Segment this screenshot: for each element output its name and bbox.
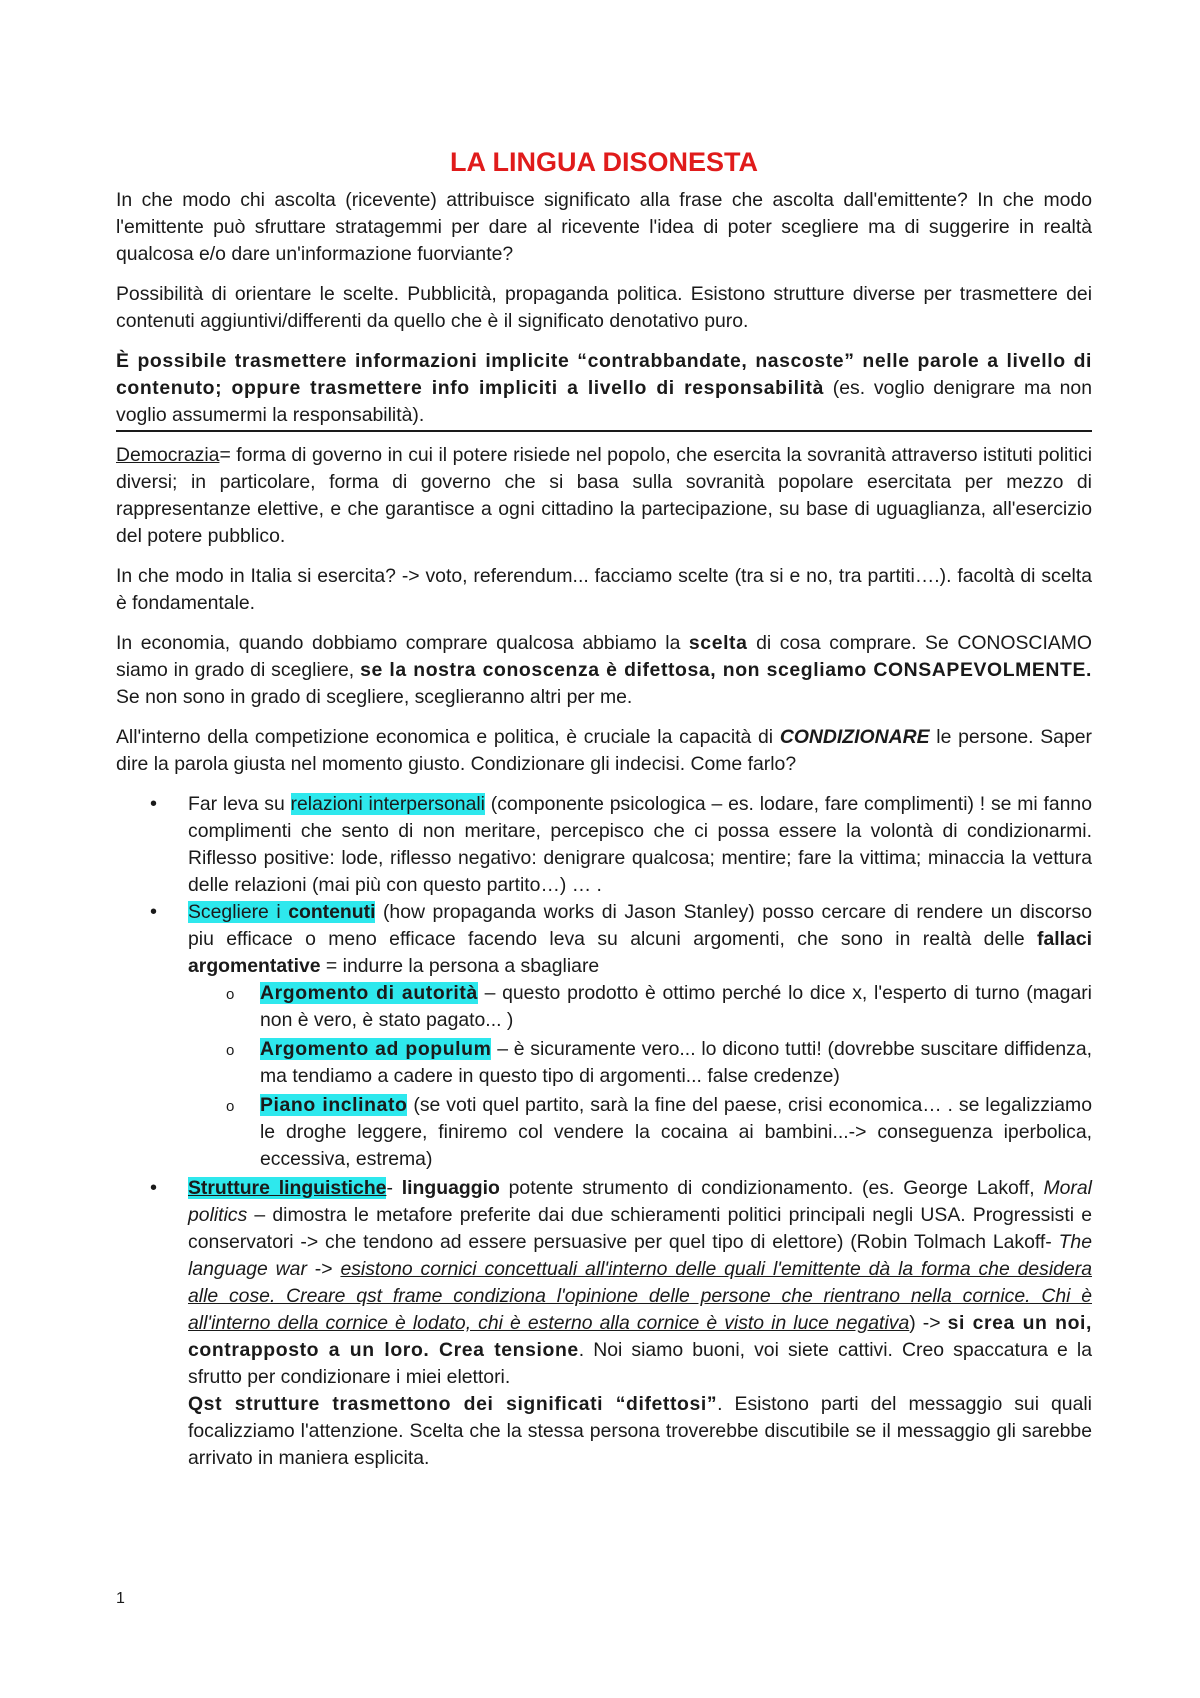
page-number: 1: [116, 1590, 125, 1607]
faulty-meanings-bold: Qst strutture trasmettono dei significati “difettosi”: [188, 1393, 718, 1415]
us-vs-them-bold: si crea un noi, contrapposto a un loro. Crea tensione: [188, 1312, 1093, 1361]
competition-text-a: All'interno della competizione economica e politica, è cruciale la capacità di: [116, 726, 780, 748]
structures-text-e: – dimostra le metafore preferite dai due schieramenti politici principali negli USA. Progressisti e conservatori -> che tendono ad essere persuasive per quel tipo di elettore) (Robin Tolmach Lakoff-: [188, 1204, 1092, 1253]
slope-highlight: Piano inclinato: [260, 1094, 408, 1116]
structures-text-c: potente strumento di condizionamento. (es. George Lakoff,: [499, 1177, 1044, 1199]
moral-politics-title: Moral politics: [188, 1177, 1092, 1226]
structures-text-k: . Noi siamo buoni, voi siete cattivi. Creo spaccatura e la sfrutto per condizionare i miei elettori.: [188, 1339, 1092, 1388]
italy-paragraph: In che modo in Italia si esercita? -> voto, referendum... facciamo scelte (tra si e no, tra partiti….). facoltà di scelta è fondamentale.: [116, 565, 1092, 614]
list-item-contents: [188, 899, 1092, 1173]
economy-text-a: In economia, quando dobbiamo comprare qualcosa abbiamo la: [116, 632, 689, 654]
economy-text-c: di cosa comprare. Se CONOSCIAMO siamo in grado di scegliere,: [116, 632, 1092, 681]
competition-paragraph: [116, 724, 1092, 778]
document-page: [116, 145, 1092, 1472]
authority-highlight: Argomento di autorità: [260, 982, 478, 1004]
populum-highlight: Argomento ad populum: [260, 1038, 492, 1060]
relations-text: (componente psicologica – es. lodare, fare complimenti) ! se mi fanno complimenti che sento di non meritare, percepisco che ci possa essere la volontà di condizionarmi. Riflesso positive: lode, riflesso negativo: denigrare qualcosa; mentire; fare la vittima; minaccia la vettura delle relazioni (mai più con questo partito…) … .: [188, 793, 1093, 896]
relations-highlight: relazioni interpersonali: [290, 793, 485, 815]
democracy-definition: = forma di governo in cui il potere risiede nel popolo, che esercita la sovranità attraverso istituti politici diversi; in particolare, forma di governo che si basa sulla sovranità popolare esercitata per mezzo di rappresentanze elettive, e che garantisce a ogni cittadino la partecipazione, su base di uguaglianza, all'esercizio del potere pubblico.: [116, 444, 1092, 547]
relations-lead: Far leva su: [188, 793, 291, 815]
frames-underlined: esistono cornici concettuali all'interno delle quali l'emittente dà la forma che desidera alle cose. Creare qst frame condiziona l'opinione delle persone che rientrano nella cornice. Chi è all'interno della cornice è lodato, chi è esterno alla cornice è visto in luce negativa: [188, 1258, 1092, 1334]
implicit-info-paragraph: [116, 348, 1092, 432]
fallacies-sublist: [188, 980, 1092, 1173]
strategies-list: [116, 791, 1092, 1472]
language-war-title: The language war: [188, 1231, 1092, 1280]
contents-highlight-b: contenuti: [288, 901, 376, 923]
structures-highlight: Strutture linguistiche: [188, 1177, 387, 1199]
economy-knowledge-bold: se la nostra conoscenza è difettosa, non scegliamo CONSAPEVOLMENTE.: [360, 659, 1092, 681]
democracy-term: Democrazia: [116, 444, 220, 466]
authority-text: – questo prodotto è ottimo perché lo dice x, l'esperto di turno (magari non è vero, è stato pagato... ): [260, 982, 1092, 1031]
contents-highlight-a: Scegliere i: [188, 901, 289, 923]
structures-dash: -: [386, 1177, 402, 1199]
contents-text-c: = indurre la persona a sbagliare: [320, 955, 600, 977]
slope-text: (se voti quel partito, sarà la fine del paese, crisi economica… . se legalizziamo le droghe leggere, finiremo col vendere la cocaina ai bambini...-> conseguenza iperbolica, eccessiva, estrema): [260, 1094, 1092, 1170]
fallacies-bold: fallaci argomentative: [188, 928, 1092, 977]
economy-paragraph: [116, 630, 1092, 711]
sublist-item-populum: [260, 1036, 1092, 1090]
populum-text: – è sicuramente vero... lo dicono tutti! (dovrebbe suscitare diffidenza, ma tendiamo a cadere in questo tipo di argomenti... false credenze): [260, 1038, 1093, 1087]
condizionare-word: CONDIZIONARE: [779, 726, 930, 748]
list-item-relations: [188, 791, 1092, 899]
economy-text-e: Se non sono in grado di scegliere, sceglieranno altri per me.: [116, 686, 633, 708]
sublist-item-slope: [260, 1092, 1092, 1173]
intro-paragraph: In che modo chi ascolta (ricevente) attribuisce significato alla frase che ascolta dall'emittente? In che modo l'emittente può sfruttare stratagemmi per dare al ricevente l'idea di poter scegliere ma di suggerire in realtà qualcosa e/o dare un'informazione fuorviante?: [116, 189, 1092, 265]
choices-paragraph: Possibilità di orientare le scelte. Pubblicità, propaganda politica. Esistono strutture diverse per trasmettere dei contenuti aggiuntivi/differenti da quello che è il significato denotativo puro.: [116, 283, 1092, 332]
economy-choice-bold: scelta: [688, 632, 748, 654]
structures-arrow: ->: [306, 1258, 341, 1280]
implicit-info-bold: È possibile trasmettere informazioni implicite “contrabbandate, nascoste” nelle parole a livello di contenuto; oppure trasmettere info impliciti a livello di responsabilità: [116, 350, 1092, 399]
language-bold: linguaggio: [401, 1177, 500, 1199]
structures-arrow-2: ) ->: [909, 1312, 948, 1334]
competition-text-c: le persone. Saper dire la parola giusta nel momento giusto. Condizionare gli indecisi. Come farlo?: [116, 726, 1092, 775]
contents-text-a: (how propaganda works di Jason Stanley) posso cercare di rendere un discorso piu efficace o meno efficace facendo leva su alcuni argomenti, che sono in realtà delle: [188, 901, 1092, 950]
democracy-paragraph: [116, 442, 1092, 550]
document-title: LA LINGUA DISONESTA: [450, 147, 758, 177]
sublist-item-authority: [260, 980, 1092, 1034]
implicit-info-rest: (es. voglio denigrare ma non voglio assumermi la responsabilità).: [116, 377, 1092, 426]
structures-text-m: . Esistono parti del messaggio sui quali focalizziamo l'attenzione. Scelta che la stessa persona troverebbe discutibile se il messaggio gli sarebbe arrivato in maniera esplicita.: [188, 1393, 1092, 1469]
list-item-structures: [188, 1175, 1092, 1472]
